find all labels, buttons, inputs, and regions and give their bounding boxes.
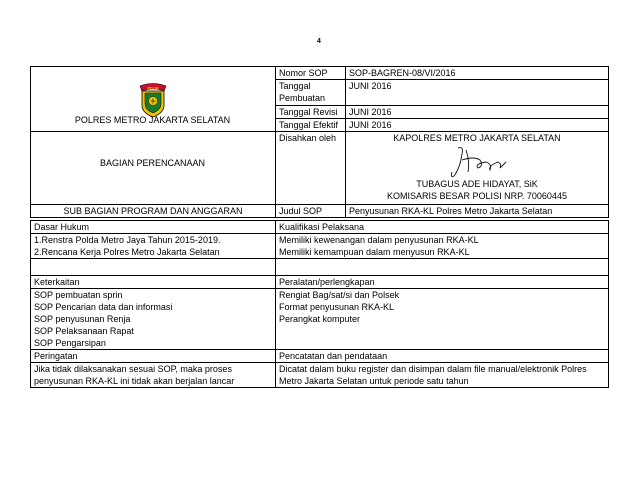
- keterkaitan-item: SOP Pelaksanaan Rapat: [31, 325, 276, 337]
- kualifikasi-label: Kualifikasi Pelaksana: [276, 221, 609, 234]
- judul-sop-value: Penyusunan RKA-KL Polres Metro Jakarta Selatan: [346, 205, 609, 218]
- peralatan-item: Rengiat Bag/sat/si dan Polsek: [276, 289, 609, 302]
- kualifikasi-item: Memiliki kewenangan dalam penyusunan RKA-KL: [276, 234, 609, 247]
- judul-sop-label: Judul SOP: [276, 205, 346, 218]
- dasar-hukum-item: 1.Renstra Polda Metro Jaya Tahun 2015-2019.: [31, 234, 276, 247]
- pencatatan-text: Metro Jakarta Selatan untuk periode satu tahun: [276, 375, 609, 388]
- peringatan-text: penyusunan RKA-KL ini tidak akan berjalan lancar: [31, 375, 276, 388]
- dasar-hukum-label: Dasar Hukum: [31, 221, 276, 234]
- unit-name: POLRES METRO JAKARTA SELATAN: [74, 115, 231, 125]
- signature-cell: [346, 132, 609, 205]
- logo-text: POLRI: [147, 86, 159, 91]
- peralatan-item: Perangkat komputer: [276, 313, 609, 325]
- tanggal-revisi-value: JUNI 2016: [346, 106, 609, 119]
- disahkan-title: KAPOLRES METRO JAKARTA SELATAN: [393, 133, 561, 143]
- tanggal-revisi-label: Tanggal Revisi: [276, 106, 346, 119]
- peringatan-text: Jika tidak dilaksanakan sesuai SOP, maka proses: [31, 363, 276, 376]
- keterkaitan-item: SOP Pengarsipan: [31, 337, 276, 350]
- tanggal-efektif-label: Tanggal Efektif: [276, 119, 346, 132]
- police-emblem-logo: [135, 79, 171, 119]
- peralatan-label: Peralatan/perlengkapan: [276, 276, 609, 289]
- kualifikasi-item: Memiliki kemampuan dalam menyusun RKA-KL: [276, 246, 609, 259]
- sop-header-table: [30, 66, 609, 218]
- subdivision-name: SUB BAGIAN PROGRAM DAN ANGGARAN: [31, 205, 276, 218]
- keterkaitan-item: SOP Pencarian data dan informasi: [31, 301, 276, 313]
- nomor-sop-value: SOP-BAGREN-08/VI/2016: [346, 67, 609, 80]
- tanggal-pembuatan-value: JUNI 2016: [346, 80, 609, 106]
- sop-detail-table: [30, 220, 609, 388]
- tanggal-efektif-value: JUNI 2016: [346, 119, 609, 132]
- keterkaitan-item: SOP penyusunan Renja: [31, 313, 276, 325]
- tanggal-pembuatan-label: Tanggal Pembuatan: [276, 80, 346, 106]
- pencatatan-label: Pencatatan dan pendataan: [276, 350, 609, 363]
- signer-name: TUBAGUS ADE HIDAYAT, SiK: [416, 179, 538, 189]
- division-name: BAGIAN PERENCANAAN: [99, 158, 206, 168]
- pencatatan-text: Dicatat dalam buku register dan disimpan dalam file manual/elektronik Polres: [276, 363, 609, 376]
- nomor-sop-label: Nomor SOP: [276, 67, 346, 80]
- peralatan-item: Format penyusunan RKA-KL: [276, 301, 609, 313]
- dasar-hukum-item: 2.Rencana Kerja Polres Metro Jakarta Selatan: [31, 246, 276, 259]
- peringatan-label: Peringatan: [31, 350, 276, 363]
- keterkaitan-item: SOP pembuatan sprin: [31, 289, 276, 302]
- page-number: 4: [317, 38, 321, 45]
- keterkaitan-label: Keterkaitan: [31, 276, 276, 289]
- disahkan-label: Disahkan oleh: [276, 132, 346, 205]
- signer-rank: KOMISARIS BESAR POLISI NRP. 70060445: [387, 191, 567, 201]
- signature-image: [440, 144, 520, 180]
